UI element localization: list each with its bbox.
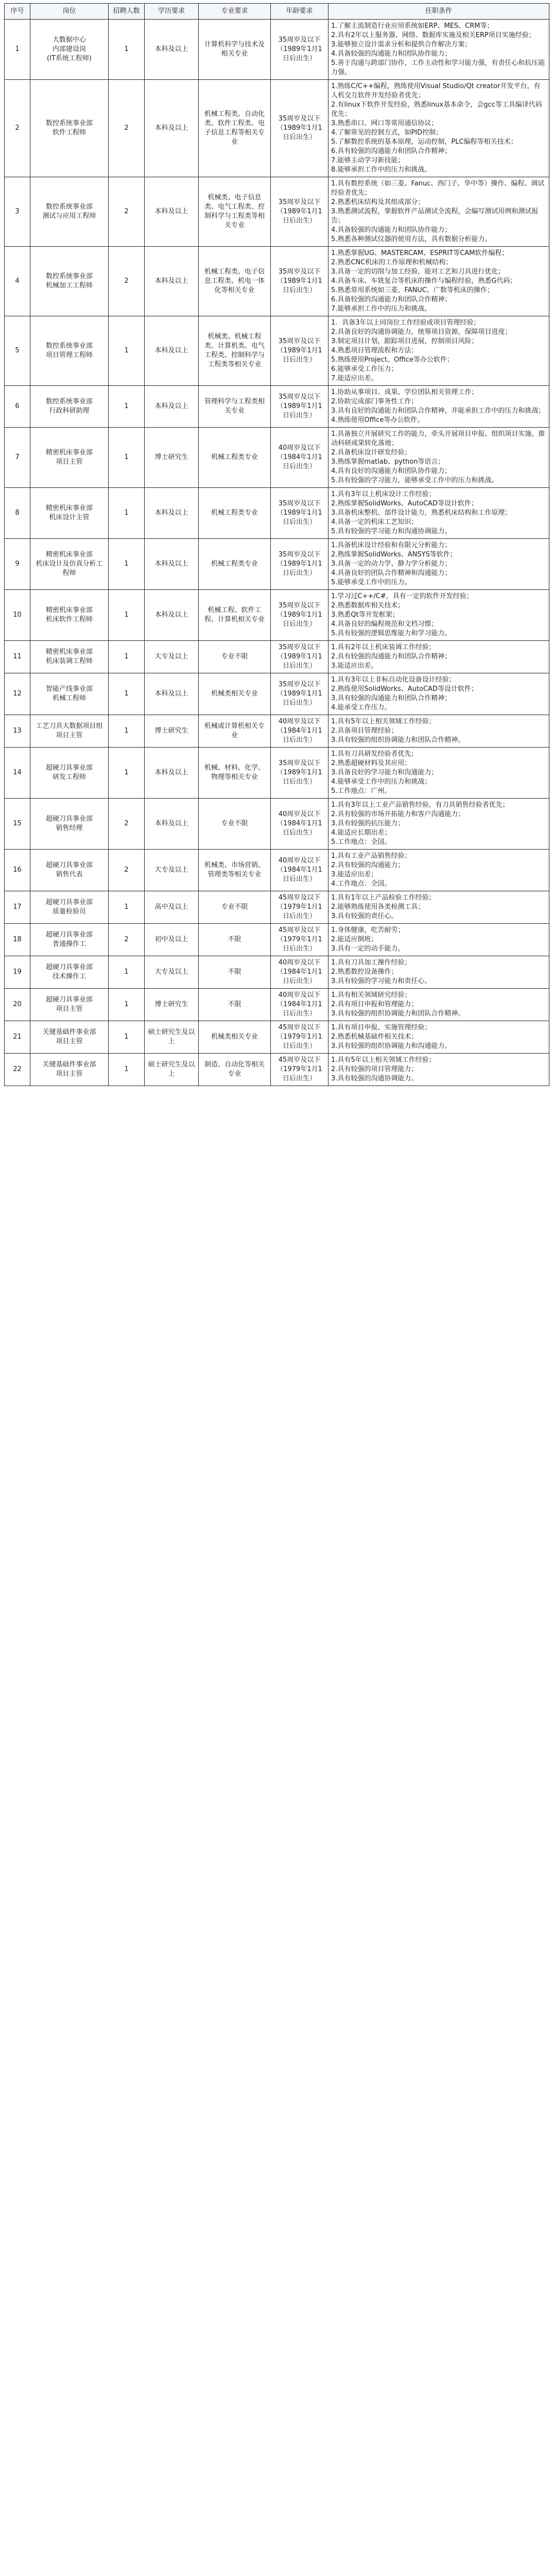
cell-position: 数控系统事业部 项目管理工程师 [30,316,109,386]
cell-education: 本科及以上 [145,488,199,539]
table-row [5,641,549,673]
requirement-line: 3.能够独立设计需求分析和提供合作解决方案； [331,41,472,48]
cell-education: 本科及以上 [145,386,199,428]
cell-count: 1 [109,428,145,488]
cell-education: 硕士研究生及以上 [145,1021,199,1054]
cell-major: 专业不限 [199,799,271,850]
cell-count: 2 [109,850,145,891]
requirement-line: 4.具备良好的编程规范和文档习惯； [331,620,438,628]
table-row [5,924,549,956]
requirement-line: 2.具有项目申报和管理能力； [331,1001,418,1008]
table-row [5,488,549,539]
cell-no: 11 [5,641,30,673]
cell-requirements [329,673,549,715]
cell-requirements [329,641,549,673]
requirement-line: 5.了解数控系统的基本原理，运动控制，PLC编程等相关技术； [331,138,517,146]
requirement-line: 1.具有刀具加工操作经验； [331,959,411,967]
header-count: 招聘人数 [109,4,145,20]
requirement-line: 3.具有较强的责任心。 [331,912,398,920]
table-row [5,1021,549,1054]
requirement-line: 2.熟悉超硬材料及其应用； [331,759,411,767]
requirement-line: 2.具有2年以上服务器、网络、数据库实施及相关ERP项目实施经验； [331,31,535,39]
requirement-line: 1.具有项目申报、实施管理经验； [331,1024,431,1031]
requirement-line: 6.能够承受工作压力； [331,365,398,373]
cell-count: 1 [109,590,145,641]
requirement-line: 3.能适应出差。 [331,662,378,670]
cell-requirements [329,316,549,386]
cell-age: 40周岁及以下（1984年1月1日后出生） [271,428,329,488]
cell-age: 35周岁及以下（1989年1月1日后出生） [271,386,329,428]
requirement-line: 4.具有良好的沟通能力和团队协作能力； [331,467,452,475]
requirement-line: 1.学习过C++/C#，具有一定的软件开发经验； [331,592,473,600]
header-age: 年龄要求 [271,4,329,20]
requirement-line: 2.熟练掌握SolidWorks、AutoCAD等设计软件； [331,500,478,507]
requirement-line: 4.工作地点：全国。 [331,880,391,888]
table-row [5,80,549,177]
requirement-line: 5.熟悉常用系统如三菱、FANUC、广数等机床的操作； [331,286,494,294]
requirement-line: 7.能够承担工作中的压力和挑战。 [331,305,431,313]
cell-age: 40周岁及以下（1984年1月1日后出生） [271,799,329,850]
requirement-line: 2.熟练使用SolidWorks、AutoCAD等设计软件； [331,685,478,693]
cell-requirements [329,539,549,590]
cell-education: 博士研究生 [145,715,199,748]
cell-age: 45周岁及以下（1979年1月1日后出生） [271,1021,329,1054]
cell-age: 40周岁及以下（1984年1月1日后出生） [271,956,329,989]
table-row [5,539,549,590]
header-major: 专业要求 [199,4,271,20]
cell-requirements [329,748,549,799]
requirement-line: 3.具有较强的沟通能力和团队合作精神； [331,694,452,702]
table-body [5,20,549,1086]
table-row [5,1054,549,1086]
cell-count: 1 [109,673,145,715]
requirement-line: 4.具备一定的机床工艺知识； [331,518,418,526]
cell-age: 35周岁及以下（1989年1月1日后出生） [271,20,329,80]
requirement-line: 4.了解常见的控制方式，如PID控制； [331,129,443,137]
cell-count: 1 [109,641,145,673]
cell-age: 35周岁及以下（1989年1月1日后出生） [271,590,329,641]
requirement-line: 2.具有较强的沟通能力和团队合作精神； [331,653,452,660]
cell-no: 21 [5,1021,30,1054]
cell-education: 本科及以上 [145,539,199,590]
requirement-line: 2.具有较强的市场开拓能力和客户沟通能力； [331,810,465,818]
cell-major: 计算机科学与技术及相关专业 [199,20,271,80]
cell-education: 本科及以上 [145,590,199,641]
header-no: 序号 [5,4,30,20]
cell-count: 1 [109,715,145,748]
requirement-line: 2.具有较强的沟通能力； [331,861,405,869]
requirement-line: 3.制定项目计划，跟踪项目进展，控制项目风险； [331,337,478,345]
header-requirements: 任职条件 [329,4,549,20]
requirement-line: 1.熟悉掌握UG、MASTERCAM、ESPRIT等CAM软件编程； [331,249,509,257]
cell-position: 精密机床事业部 机床设计及仿真分析工程师 [30,539,109,590]
requirement-line: 1.具有2年以上机床装调工作经验； [331,643,436,651]
cell-major: 不限 [199,989,271,1021]
cell-no: 14 [5,748,30,799]
cell-count: 1 [109,20,145,80]
requirement-line: 4.熟练使用Office等办公软件。 [331,416,424,424]
table-row [5,989,549,1021]
requirement-line: 1.具有1年以上产品检验工作经验； [331,894,436,902]
requirement-line: 4.能够承受工作中的压力和挑战； [331,778,431,786]
cell-count: 1 [109,1021,145,1054]
cell-age: 45周岁及以下（1979年1月1日后出生） [271,1054,329,1086]
requirement-line: 5.具有较强的学习能力，能够承受工作中的压力和挑战。 [331,477,498,484]
cell-education: 本科及以上 [145,20,199,80]
requirement-line: 3.具备一定的切削与加工经验，能对工艺和刀具进行优化； [331,268,505,276]
cell-age: 45周岁及以下（1979年1月1日后出生） [271,924,329,956]
requirement-line: 4.具备较强的沟通能力和团队协作能力； [331,50,452,58]
table-row [5,20,549,80]
table-row [5,386,549,428]
cell-count: 1 [109,539,145,590]
requirement-line: 2.熟悉数控设备操作； [331,968,398,976]
cell-count: 2 [109,80,145,177]
cell-age: 45周岁及以下（1979年1月1日后出生） [271,891,329,924]
requirement-line: 3.具备机床整机、部件设计能力，熟悉机床结构和工作原理； [331,509,512,517]
table-row [5,428,549,488]
cell-no: 4 [5,247,30,316]
requirement-line: 2.具备项目管理经验； [331,727,398,735]
cell-requirements [329,20,549,80]
cell-education: 大专及以上 [145,850,199,891]
table-row [5,956,549,989]
requirement-line: 6.具有较强的沟通能力和团队合作精神； [331,147,452,155]
cell-education: 大专及以上 [145,956,199,989]
requirement-line: 1.具有3年以上机床设计工作经验； [331,490,436,498]
requirement-line: 3.熟悉串口、网口等常用通信协议； [331,120,438,127]
requirement-line: 3.熟悉Qt等开发框架； [331,611,399,619]
requirement-line: 5.工作地点：广州。 [331,787,391,795]
requirement-line: 2.熟悉机械基础件相关技术； [331,1033,418,1041]
cell-age: 35周岁及以下（1989年1月1日后出生） [271,488,329,539]
cell-no: 12 [5,673,30,715]
requirement-line: 1.具有5年以上相关领域工作经验； [331,718,436,725]
cell-no: 6 [5,386,30,428]
cell-position: 精密机床事业部 机床设计主管 [30,488,109,539]
requirement-line: 1.身体健康，吃苦耐劳； [331,926,405,934]
header-education: 学历要求 [145,4,199,20]
requirement-line: 2.有linux下软件开发经验，熟悉linux基本命令，会gcc等工具编译代码优先； [331,101,542,118]
requirement-line: 2.具备良好的沟通协调能力，统筹项目资源，保障项目进度； [331,328,512,336]
requirement-line: 1．具备3年以上同岗位工作经验或项目管理经验； [331,319,480,327]
cell-age: 35周岁及以下（1989年1月1日后出生） [271,641,329,673]
header-position: 岗位 [30,4,109,20]
requirement-line: 4.能承受工作压力。 [331,704,391,711]
requirement-line: 3.具备一定的动力学、静力学分析能力； [331,560,452,568]
cell-position: 数控系统事业部 软件工程师 [30,80,109,177]
requirement-line: 1.协助从事项目、成果、学位团队相关管理工作； [331,388,478,396]
cell-education: 博士研究生 [145,428,199,488]
cell-requirements [329,80,549,177]
cell-count: 1 [109,956,145,989]
cell-requirements [329,1021,549,1054]
cell-requirements [329,590,549,641]
table-row [5,850,549,891]
cell-no: 22 [5,1054,30,1086]
cell-education: 本科及以上 [145,748,199,799]
cell-major: 机械类、机械工程类、计算机类、电气工程类、控制科学与工程类等相关专业 [199,316,271,386]
cell-requirements [329,956,549,989]
cell-education: 本科及以上 [145,247,199,316]
cell-major: 机械工程类专业 [199,428,271,488]
cell-no: 10 [5,590,30,641]
requirement-line: 4.具备较强的沟通能力和团队协作能力； [331,226,452,234]
table-row [5,891,549,924]
cell-major: 机械工程类专业 [199,488,271,539]
table-row [5,590,549,641]
requirement-line: 1.具备独立开展研究工作的能力，牵头开展项目申报、组织项目实施、推动科研成果转化落地； [331,430,545,447]
requirement-line: 2.具有较强的项目管理能力； [331,1065,418,1073]
requirement-line: 3.具有较强的沟通协调能力。 [331,1075,418,1082]
cell-age: 35周岁及以下（1989年1月1日后出生） [271,673,329,715]
requirement-line: 2.具备机床设计研发经验； [331,449,411,456]
requirement-line: 2.协助完成部门事务性工作； [331,398,418,405]
cell-age: 35周岁及以下（1989年1月1日后出生） [271,177,329,247]
cell-count: 2 [109,799,145,850]
cell-age: 35周岁及以下（1989年1月1日后出生） [271,316,329,386]
cell-count: 1 [109,748,145,799]
cell-major: 专业不限 [199,641,271,673]
requirement-line: 3.具有较强的抗压能力； [331,820,405,827]
requirement-line: 2.熟悉机床结构及其组成部分； [331,198,425,206]
cell-no: 9 [5,539,30,590]
cell-position: 超硬刀具事业部 普通操作工 [30,924,109,956]
cell-position: 智能产线事业部 机械工程师 [30,673,109,715]
requirement-line: 3.熟悉测试流程，掌握软件产品测试全流程，会编写测试用例和测试报告； [331,208,539,225]
requirement-line: 3.具备良好的学习能力和沟通能力； [331,769,438,776]
cell-position: 超硬刀具事业部 项目主管 [30,989,109,1021]
cell-position: 超硬刀具事业部 质量检验员 [30,891,109,924]
requirement-line: 2.能适应倒班； [331,936,378,943]
cell-requirements [329,924,549,956]
requirement-line: 8.能够承担工作中的压力和挑战。 [331,166,431,174]
cell-no: 19 [5,956,30,989]
cell-education: 大专及以上 [145,641,199,673]
requirement-line: 3.熟练掌握matlab、python等语言； [331,458,445,466]
cell-requirements [329,177,549,247]
cell-major: 机械或计算机相关专业 [199,715,271,748]
cell-position: 超硬刀具事业部 研发工程师 [30,748,109,799]
requirement-line: 6.具备较强的沟通能力和团队合作精神； [331,296,452,303]
cell-count: 2 [109,924,145,956]
cell-major: 机械类相关专业 [199,1021,271,1054]
requirement-line: 1.具有工业产品销售经验； [331,852,411,860]
cell-no: 5 [5,316,30,386]
cell-education: 硕士研究生及以上 [145,1054,199,1086]
cell-age: 35周岁及以下（1989年1月1日后出生） [271,80,329,177]
requirement-line: 7.能适应出差。 [331,375,378,382]
requirement-line: 1.具有5年以上相关领域工作经验； [331,1056,436,1064]
recruitment-table [4,3,549,1086]
cell-age: 40周岁及以下（1984年1月1日后出生） [271,715,329,748]
cell-requirements [329,1054,549,1086]
requirement-line: 2.能够熟练使用各类检测工具； [331,903,425,911]
cell-position: 数控系统事业部 行政科研助理 [30,386,109,428]
requirement-line: 4.能适应长期出差； [331,829,391,837]
cell-education: 本科及以上 [145,799,199,850]
cell-position: 关键基础件事业部 项目主管 [30,1021,109,1054]
cell-position: 超硬刀具事业部 销售经理 [30,799,109,850]
cell-major: 机械类相关专业 [199,673,271,715]
cell-major: 机械工程类、电子信息工程类、机电一体化等相关专业 [199,247,271,316]
requirement-line: 3.具有较强的学习能力和责任心。 [331,977,431,985]
cell-major: 机械工程类专业 [199,539,271,590]
cell-count: 1 [109,386,145,428]
cell-no: 1 [5,20,30,80]
cell-position: 工艺刀具大数据项目组 项目主管 [30,715,109,748]
cell-major: 机械类、电子信息类、电气工程类、控制科学与工程类等相关专业 [199,177,271,247]
requirement-line: 1.具有数控系统（如三菱、Fanuc、西门子、华中等）操作、编程、调试经验者优先； [331,180,545,197]
cell-count: 1 [109,989,145,1021]
requirement-line: 1.具有3年以上工业产品销售经验，有刀具销售经验者优先； [331,801,509,809]
requirement-line: 5.善于沟通与跨部门协作，工作主动性和学习能力强，有责任心和抗压能力强。 [331,59,545,76]
table-row [5,177,549,247]
cell-no: 8 [5,488,30,539]
requirement-line: 1.具备机床设计经验和有限元分析能力； [331,541,452,549]
requirement-line: 5.工作地点：全国。 [331,838,391,846]
cell-count: 2 [109,247,145,316]
cell-count: 2 [109,177,145,247]
requirement-line: 1.具有3年以上非标自动化设备设计经验； [331,676,456,684]
requirement-line: 3.具有良好的沟通能力和团队合作精神，并能承担工作中的压力和挑战； [331,407,545,415]
cell-position: 关键基础件事业部 项目主管 [30,1054,109,1086]
cell-no: 17 [5,891,30,924]
cell-position: 大数据中心 内部建设岗 (IT系统工程师) [30,20,109,80]
recruitment-page [0,0,553,1091]
requirement-line: 1.熟练C/C++编程，熟练使用Visual Studio/Qt creator开发平台，有人机交互软件开发经验者优先； [331,82,541,99]
cell-age: 40周岁及以下（1984年1月1日后出生） [271,850,329,891]
table-row [5,247,549,316]
requirement-line: 3.具有较强的组织协调能力和团队合作精神。 [331,736,465,744]
table-row [5,673,549,715]
cell-major: 制造、自动化等相关专业 [199,1054,271,1086]
cell-no: 3 [5,177,30,247]
table-row [5,799,549,850]
cell-count: 1 [109,1054,145,1086]
cell-position: 超硬刀具事业部 销售代表 [30,850,109,891]
requirement-line: 4.熟悉项目管理流程和方法； [331,347,418,354]
requirement-line: 3.具有较强的组织协调能力和沟通能力。 [331,1042,452,1050]
cell-major: 机械工程、软件工程、计算机相关专业 [199,590,271,641]
table-header-row [5,4,549,20]
cell-major: 机械工程类、自动化类、软件工程类、电子信息工程等相关专业 [199,80,271,177]
cell-requirements [329,799,549,850]
requirement-line: 5.能够承受工作中的压力。 [331,579,411,586]
requirement-line: 2.熟练掌握SolidWorks、ANSYS等软件； [331,551,457,558]
cell-requirements [329,850,549,891]
cell-position: 精密机床事业部 机床软件工程师 [30,590,109,641]
requirement-line: 3.具有一定的动手能力。 [331,945,405,953]
cell-education: 本科及以上 [145,673,199,715]
requirement-line: 1.具有刀具研发经验者优先； [331,750,418,758]
cell-requirements [329,891,549,924]
cell-major: 不限 [199,956,271,989]
cell-major: 不限 [199,924,271,956]
cell-no: 16 [5,850,30,891]
requirement-line: 3.具有较强的组织协调能力和团队合作精神。 [331,1010,465,1018]
cell-major: 机械类、市场营销、管理类等相关专业 [199,850,271,891]
cell-position: 数控系统事业部 测试与应用工程师 [30,177,109,247]
requirement-line: 1.具有相关领域研究经验； [331,991,411,999]
requirement-line: 4.具备车床、车铣复合等机床的操作与编程经验，熟悉G代码； [331,277,517,285]
cell-count: 1 [109,891,145,924]
table-row [5,715,549,748]
cell-requirements [329,989,549,1021]
cell-age: 40周岁及以下（1984年1月1日后出生） [271,989,329,1021]
requirement-line: 2.熟悉数据库相关技术； [331,602,405,609]
cell-requirements [329,715,549,748]
cell-count: 1 [109,488,145,539]
cell-position: 数控系统事业部 机械加工工程师 [30,247,109,316]
cell-requirements [329,247,549,316]
cell-count: 1 [109,316,145,386]
cell-requirements [329,428,549,488]
requirement-line: 2.熟悉CNC机床的工作原理和机械结构； [331,259,453,266]
cell-major: 专业不限 [199,891,271,924]
cell-education: 本科及以上 [145,316,199,386]
cell-no: 2 [5,80,30,177]
requirement-line: 4.具备良好的团队合作精神和沟通能力； [331,569,452,577]
table-row [5,316,549,386]
cell-education: 本科及以上 [145,80,199,177]
cell-major: 机械、材料、化学、物理等相关专业 [199,748,271,799]
requirement-line: 1.了解主流制造行业应用系统如ERP、MES、CRM等； [331,22,494,30]
cell-position: 精密机床事业部 机床装调工程师 [30,641,109,673]
cell-education: 博士研究生 [145,989,199,1021]
cell-no: 7 [5,428,30,488]
cell-no: 15 [5,799,30,850]
cell-position: 超硬刀具事业部 技术操作工 [30,956,109,989]
table-row [5,748,549,799]
requirement-line: 5.熟悉各种测试仪器的使用方法，具有数据分析能力。 [331,235,492,243]
cell-no: 13 [5,715,30,748]
cell-requirements [329,386,549,428]
cell-education: 初中及以上 [145,924,199,956]
cell-requirements [329,488,549,539]
cell-education: 本科及以上 [145,177,199,247]
requirement-line: 5.具有较强的逻辑思维能力和学习能力。 [331,630,452,637]
cell-no: 18 [5,924,30,956]
requirement-line: 7.能够主动学习新技能； [331,157,405,164]
cell-education: 高中及以上 [145,891,199,924]
requirement-line: 5.熟练使用Project、Office等办公软件； [331,356,454,364]
cell-age: 35周岁及以下（1989年1月1日后出生） [271,247,329,316]
cell-position: 精密机床事业部 项目主管 [30,428,109,488]
cell-age: 35周岁及以下（1989年1月1日后出生） [271,539,329,590]
cell-age: 35周岁及以下（1989年1月1日后出生） [271,748,329,799]
requirement-line: 5.具有较强的学习能力和沟通协调能力。 [331,528,452,535]
cell-no: 20 [5,989,30,1021]
requirement-line: 3.能适应出差； [331,871,378,878]
cell-major: 管理科学与工程类相关专业 [199,386,271,428]
